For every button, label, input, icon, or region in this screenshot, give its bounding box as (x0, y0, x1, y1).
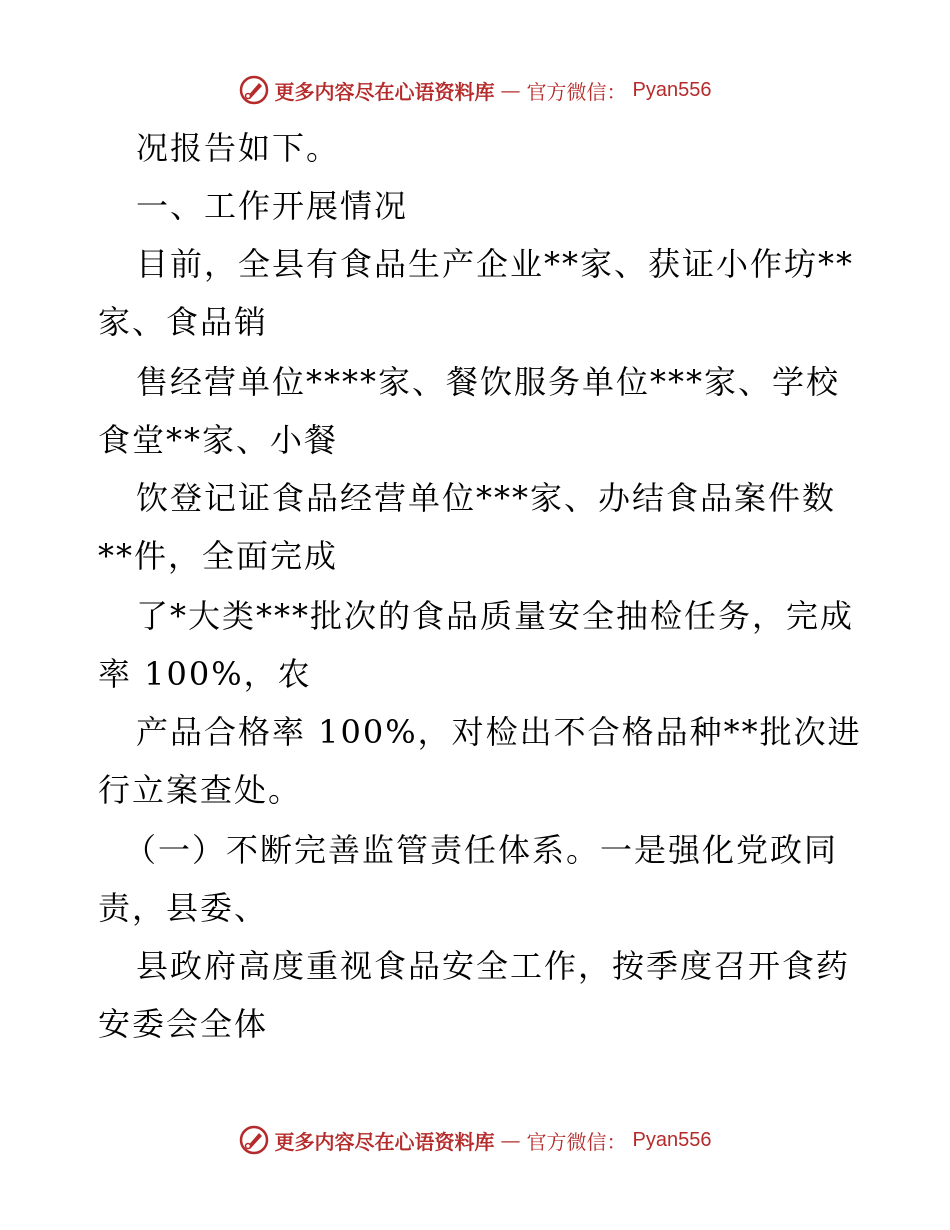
paragraph-line: 产品合格率 100%，对检出不合格品种**批次进 (136, 713, 862, 751)
subsection-line: （一）不断完善监管责任体系。一是强化党政同 (124, 831, 839, 869)
paragraph-line: 安委会全体 (98, 1005, 269, 1043)
paragraph-line: 家、食品销 (98, 303, 269, 341)
paragraph-line: 食堂**家、小餐 (98, 421, 339, 459)
watermark-separator: — (500, 1128, 521, 1152)
paragraph-line: 目前，全县有食品生产企业**家、获证小作坊** (136, 245, 855, 283)
section-heading: 一、工作开展情况 (136, 187, 409, 225)
watermark-wechat-label: 官方微信： (526, 79, 627, 104)
paragraph-line: 率 100%，农 (98, 655, 312, 693)
paragraph-line: **件，全面完成 (98, 537, 339, 575)
watermark-text: 更多内容尽在心语资料库 (274, 1129, 495, 1154)
watermark-wechat-label: 官方微信： (526, 1129, 627, 1154)
paragraph-line: 饮登记证食品经营单位***家、办结食品案件数 (136, 479, 837, 517)
paragraph-line: 售经营单位****家、餐饮服务单位***家、学校 (136, 363, 841, 401)
paragraph-line: 县政府高度重视食品安全工作，按季度召开食药 (136, 947, 851, 985)
quill-logo-icon (239, 75, 269, 105)
paragraph-line: 况报告如下。 (136, 129, 341, 167)
watermark-wechat-id: Pyan556 (632, 1128, 712, 1151)
watermark-separator: — (500, 78, 521, 102)
watermark-wechat-id: Pyan556 (632, 78, 712, 101)
watermark-footer (0, 1122, 950, 1158)
paragraph-line: 了*大类***批次的食品质量安全抽检任务，完成 (136, 597, 855, 635)
paragraph-line: 责，县委、 (98, 889, 269, 927)
quill-logo-icon (239, 1125, 269, 1155)
paragraph-line: 行立案查处。 (98, 771, 303, 809)
watermark-header (0, 72, 950, 108)
watermark-text: 更多内容尽在心语资料库 (274, 79, 495, 104)
